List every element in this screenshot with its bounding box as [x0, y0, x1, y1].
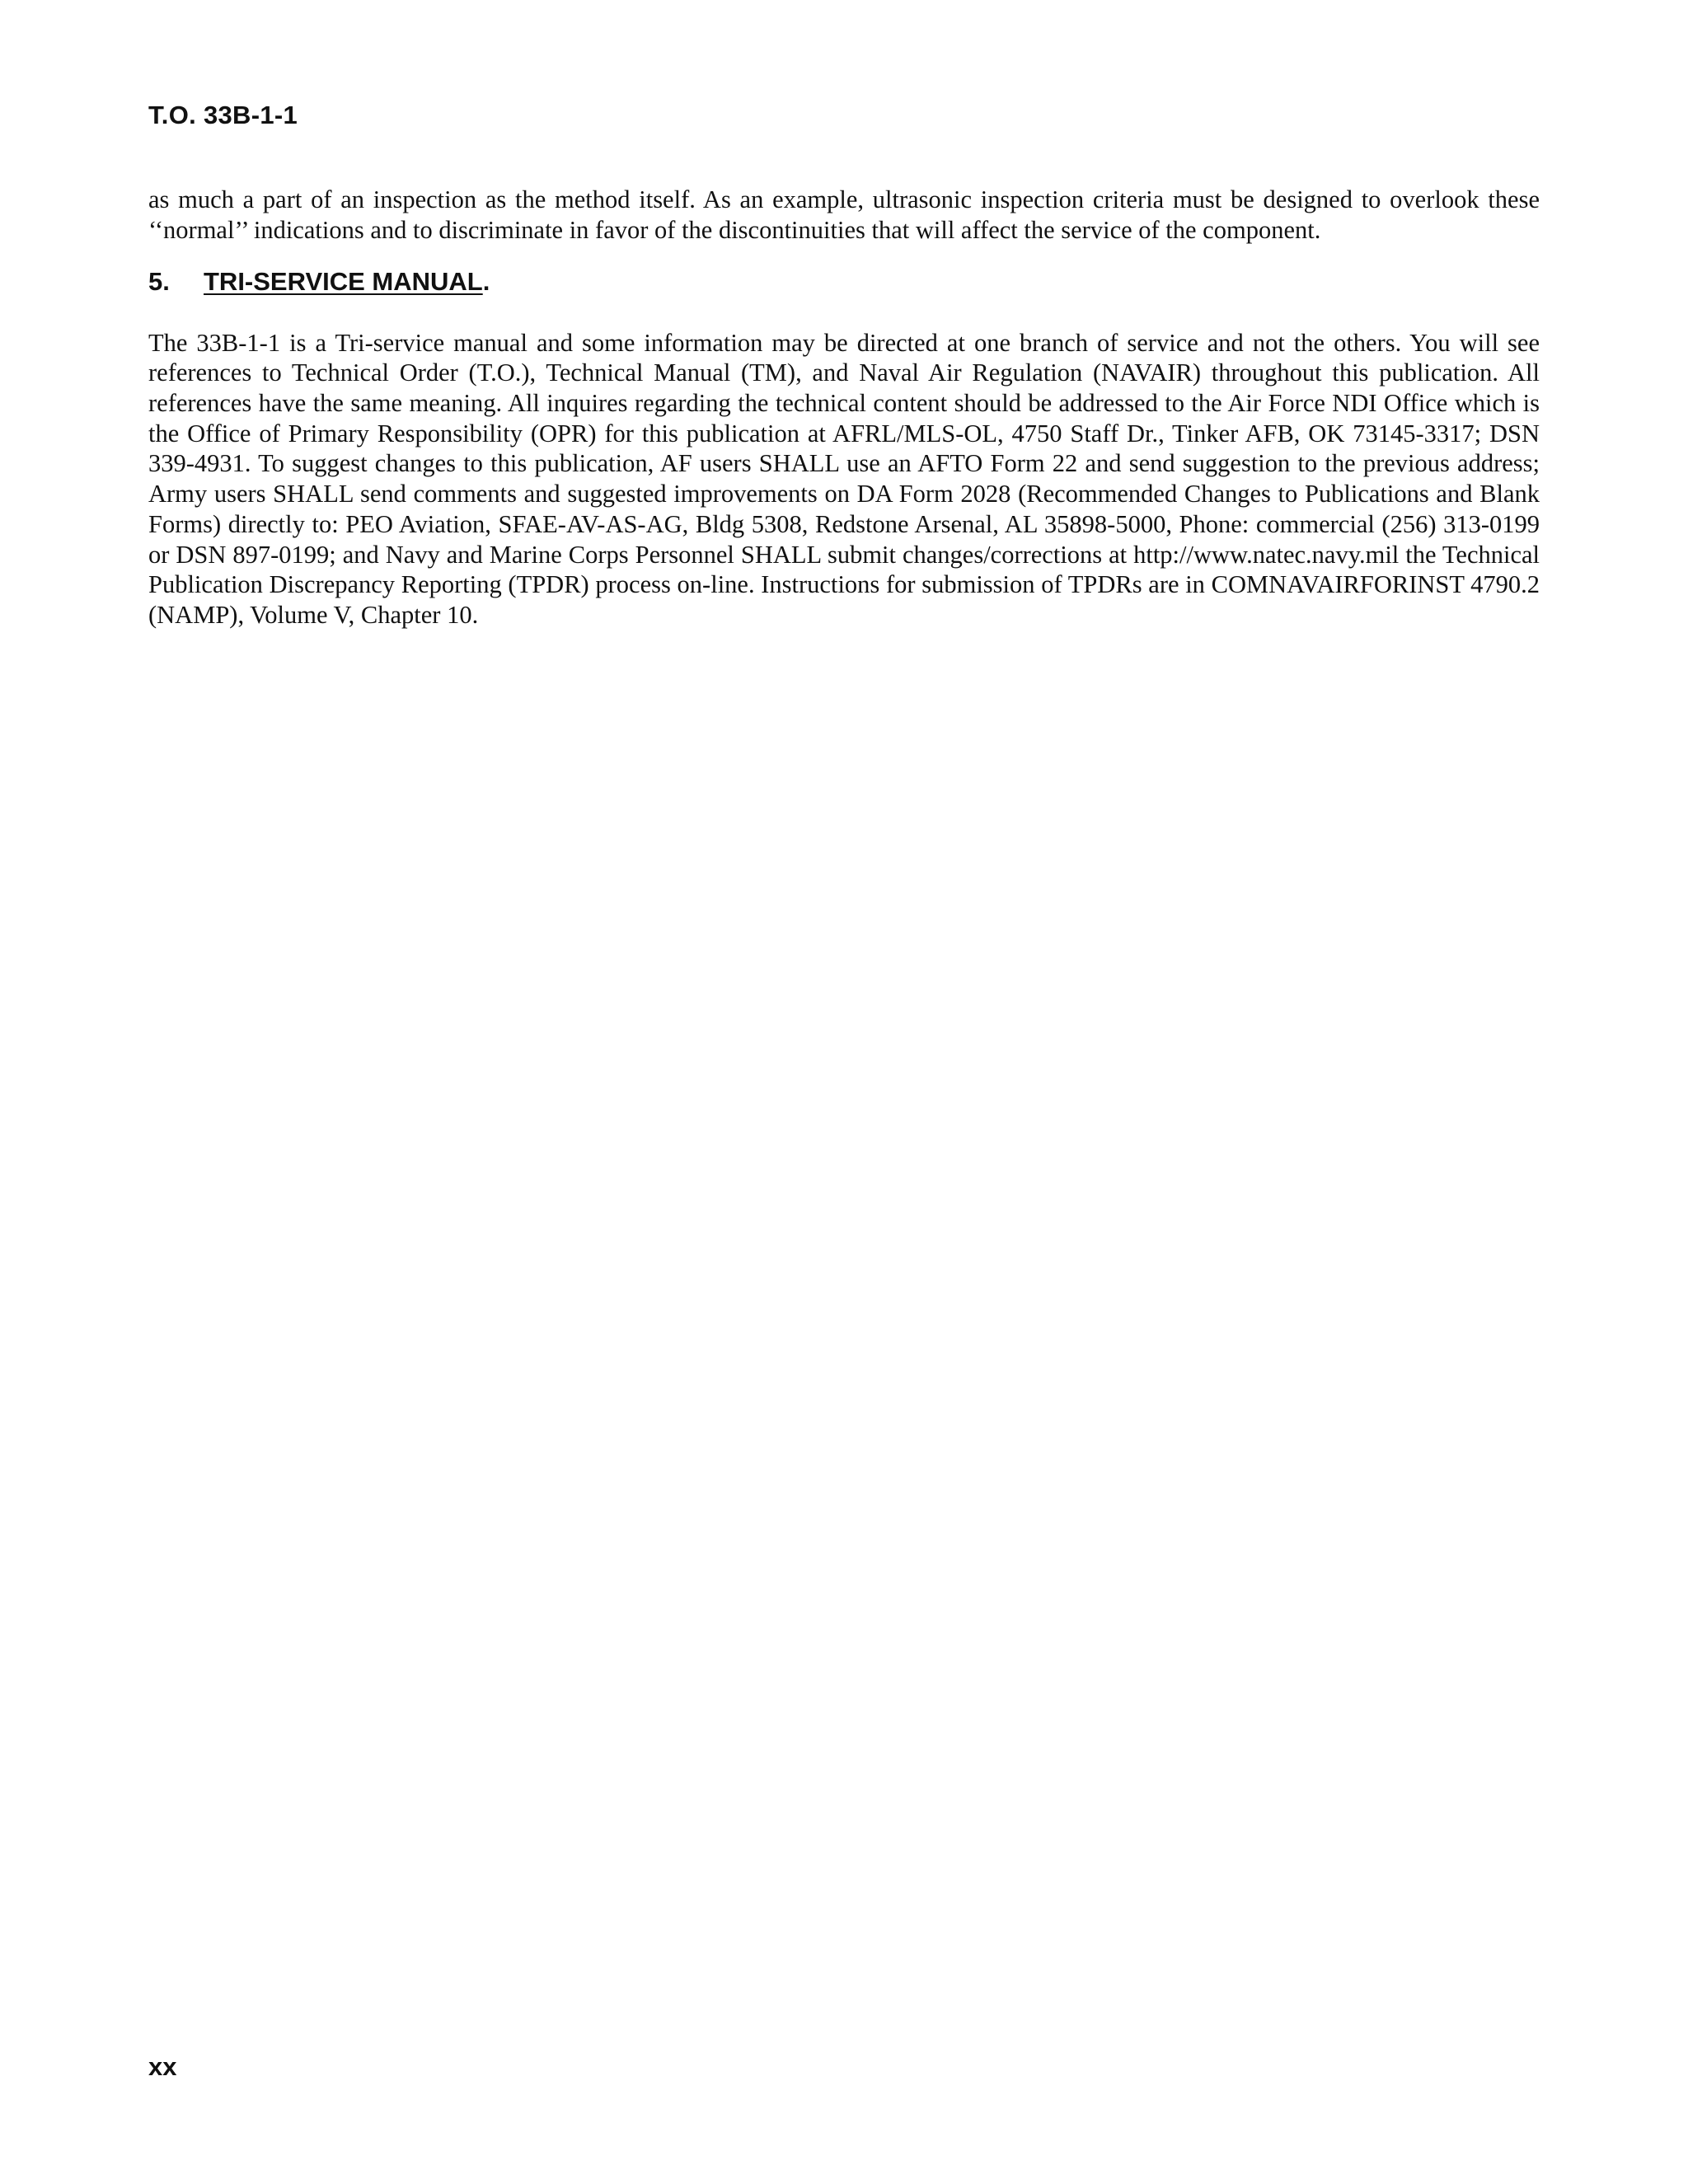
page-content: [148, 185, 1540, 630]
section-title-period: .: [482, 267, 490, 297]
section-number: 5.: [148, 267, 170, 297]
continuation-paragraph: as much a part of an inspection as the method itself. As an example, ultrasonic inspection criteria must be designed to overlook these ‘‘normal’’ indications and to discriminate in favor of the discontinuities that will affect the service of the component.: [148, 185, 1540, 244]
document-id-header: T.O. 33B-1-1: [148, 101, 298, 129]
section-title: TRI-SERVICE MANUAL: [204, 267, 483, 297]
page-number: xx: [148, 2052, 177, 2081]
section-heading: [148, 266, 1540, 297]
section-paragraph: The 33B-1-1 is a Tri-service manual and some information may be directed at one branch of service and not the others. You will see references to Technical Order (T.O.), Technical Manual (TM), and Naval Air Regulation (NAVAIR) throughout this publication. All references have the same meaning. All inquires regarding the technical content should be addressed to the Air Force NDI Office which is the Office of Primary Responsibility (OPR) for this publication at AFRL/MLS-OL, 4750 Staff Dr., Tinker AFB, OK 73145-3317; DSN 339-4931. To suggest changes to this publication, AF users SHALL use an AFTO Form 22 and send suggestion to the previous address; Army users SHALL send comments and suggested improvements on DA Form 2028 (Recommended Changes to Publications and Blank Forms) directly to: PEO Aviation, SFAE-AV-AS-AG, Bldg 5308, Redstone Arsenal, AL 35898-5000, Phone: commercial (256) 313-0199 or DSN 897-0199; and Navy and Marine Corps Personnel SHALL submit changes/corrections at http://www.natec.navy.mil the Technical Publication Discrepancy Reporting (TPDR) process on-line. Instructions for submission of TPDRs are in COMNAVAIRFORINST 4790.2 (NAMP), Volume V, Chapter 10.: [148, 328, 1540, 629]
